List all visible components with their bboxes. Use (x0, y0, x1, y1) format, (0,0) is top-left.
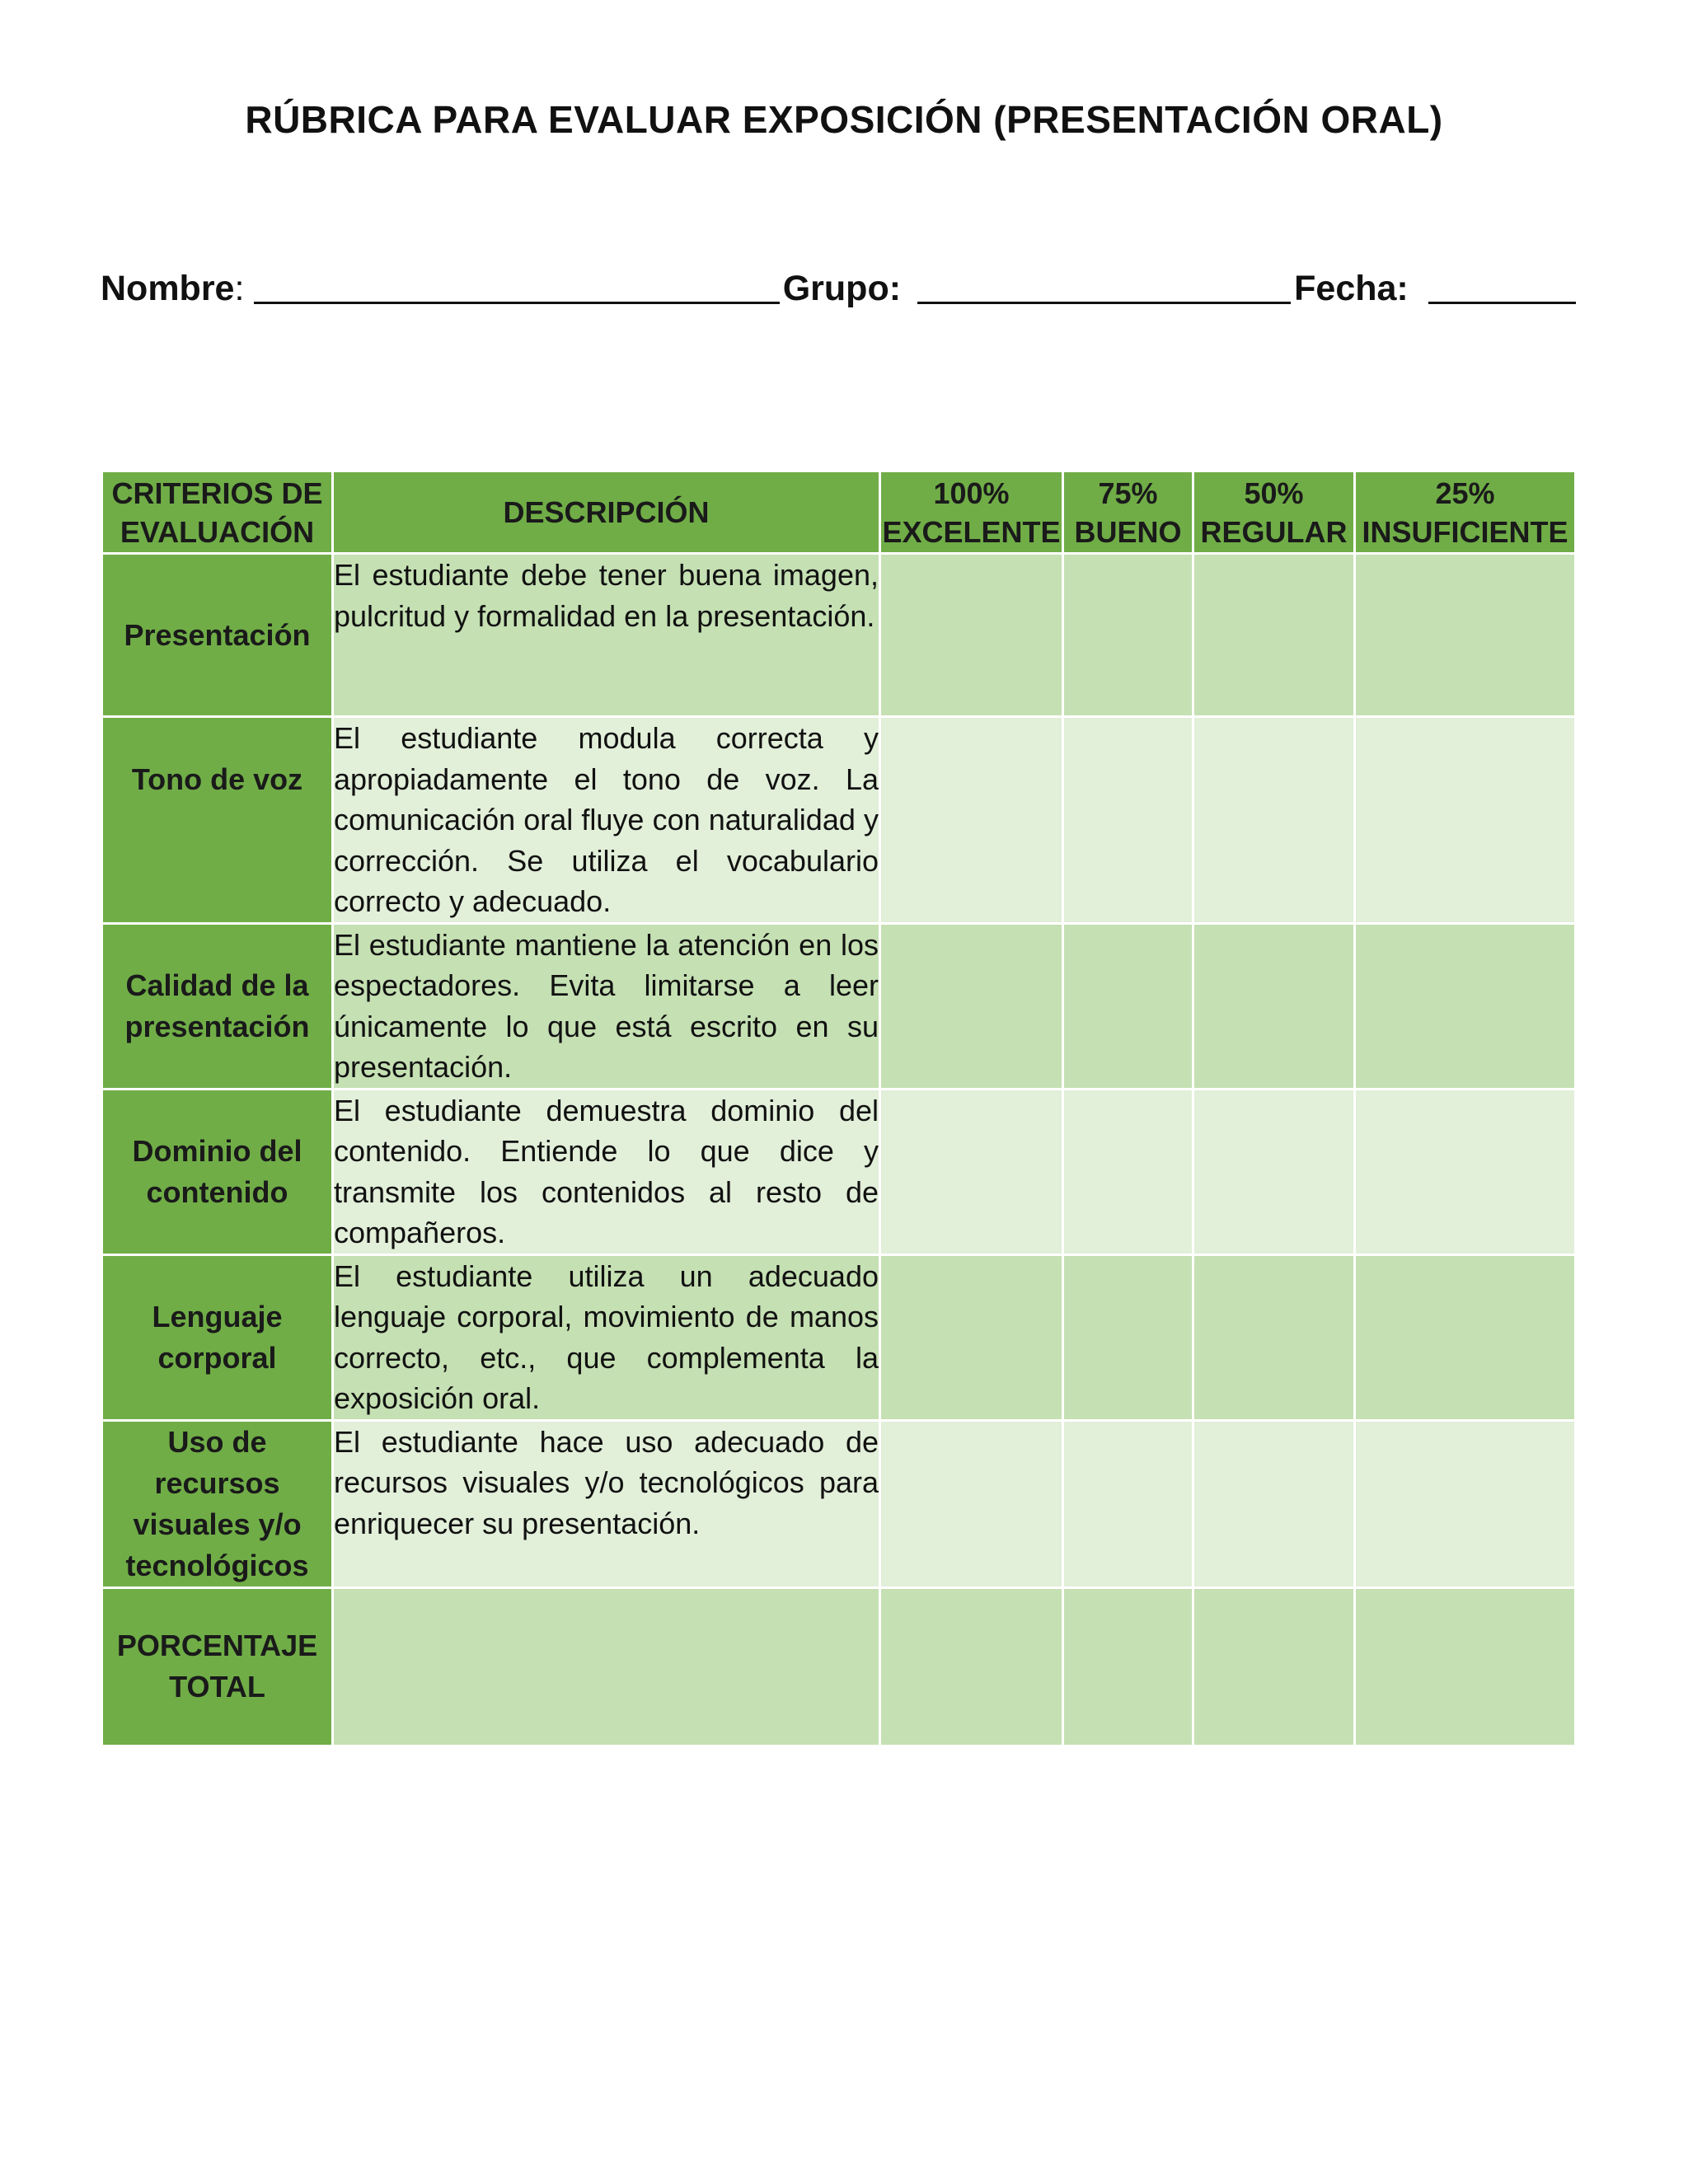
table-row (102, 1089, 1576, 1254)
score-cell-regular[interactable] (1193, 1089, 1355, 1254)
score-cell-insuficiente[interactable] (1355, 1420, 1576, 1587)
total-cell-insuficiente[interactable] (1355, 1587, 1576, 1746)
score-cell-excelente[interactable] (880, 554, 1063, 717)
total-cell-bueno[interactable] (1063, 1587, 1193, 1746)
header-descripcion: DESCRIPCIÓN (333, 471, 880, 554)
header-regular: 50% REGULAR (1193, 471, 1355, 554)
score-cell-insuficiente[interactable] (1355, 717, 1576, 924)
grupo-label: Grupo: (782, 269, 902, 308)
score-cell-excelente[interactable] (880, 1254, 1063, 1420)
page-title: RÚBRICA PARA EVALUAR EXPOSICIÓN (PRESENTACIÓN ORAL) (245, 98, 1443, 141)
table-row (102, 1254, 1576, 1420)
header-insuficiente: 25% INSUFICIENTE (1355, 471, 1576, 554)
header-excelente: 100% EXCELENTE (880, 471, 1063, 554)
score-cell-insuficiente[interactable] (1355, 1254, 1576, 1420)
score-cell-bueno[interactable] (1063, 923, 1193, 1089)
table-row (102, 1420, 1576, 1587)
total-row (102, 1587, 1576, 1746)
table-row (102, 717, 1576, 924)
table-row (102, 923, 1576, 1089)
rubric-table (101, 470, 1577, 1747)
total-label-cell: PORCENTAJE TOTAL (102, 1587, 333, 1746)
score-cell-regular[interactable] (1193, 717, 1355, 924)
description-cell: El estudiante debe tener buena imagen, pulcritud y formalidad en la presentación. (333, 554, 880, 717)
criterion-cell: Dominio del contenido (102, 1089, 333, 1254)
student-info-fields (101, 260, 1576, 309)
score-cell-bueno[interactable] (1063, 1089, 1193, 1254)
score-cell-bueno[interactable] (1063, 717, 1193, 924)
table-row (102, 554, 1576, 717)
total-description-cell (333, 1587, 880, 1746)
score-cell-excelente[interactable] (880, 923, 1063, 1089)
score-cell-regular[interactable] (1193, 923, 1355, 1089)
score-cell-excelente[interactable] (880, 717, 1063, 924)
fecha-blank-field[interactable] (1428, 265, 1576, 304)
fecha-label: Fecha: (1294, 269, 1409, 308)
score-cell-bueno[interactable] (1063, 1254, 1193, 1420)
total-cell-regular[interactable] (1193, 1587, 1355, 1746)
score-cell-bueno[interactable] (1063, 1420, 1193, 1587)
header-criterios: CRITERIOS DE EVALUACIÓN (102, 471, 333, 554)
score-cell-regular[interactable] (1193, 1254, 1355, 1420)
description-cell: El estudiante hace uso adecuado de recursos visuales y/o tecnológicos para enriquecer su presentación. (333, 1420, 880, 1587)
header-bueno: 75% BUENO (1063, 471, 1193, 554)
score-cell-regular[interactable] (1193, 554, 1355, 717)
total-cell-excelente[interactable] (880, 1587, 1063, 1746)
description-cell: El estudiante utiliza un adecuado lenguaje corporal, movimiento de manos correcto, etc., que complementa la exposición oral. (333, 1254, 880, 1420)
criterion-cell: Tono de voz (102, 717, 333, 924)
score-cell-excelente[interactable] (880, 1089, 1063, 1254)
score-cell-bueno[interactable] (1063, 554, 1193, 717)
score-cell-insuficiente[interactable] (1355, 1089, 1576, 1254)
criterion-cell: Presentación (102, 554, 333, 717)
criterion-cell: Calidad de la presentación (102, 923, 333, 1089)
table-header-row (102, 471, 1576, 554)
score-cell-excelente[interactable] (880, 1420, 1063, 1587)
criterion-cell: Uso de recursos visuales y/o tecnológicos (102, 1420, 333, 1587)
score-cell-regular[interactable] (1193, 1420, 1355, 1587)
criterion-cell: Lenguaje corporal (102, 1254, 333, 1420)
nombre-label: Nombre: (101, 269, 245, 308)
description-cell: El estudiante mantiene la atención en los espectadores. Evita limitarse a leer únicamente lo que está escrito en su presentación. (333, 923, 880, 1089)
nombre-blank-field[interactable] (254, 265, 779, 304)
grupo-blank-field[interactable] (917, 265, 1291, 304)
description-cell: El estudiante modula correcta y apropiadamente el tono de voz. La comunicación oral fluye con naturalidad y corrección. Se utiliza el vocabulario correcto y adecuado. (333, 717, 880, 924)
score-cell-insuficiente[interactable] (1355, 923, 1576, 1089)
score-cell-insuficiente[interactable] (1355, 554, 1576, 717)
description-cell: El estudiante demuestra dominio del contenido. Entiende lo que dice y transmite los contenidos al resto de compañeros. (333, 1089, 880, 1254)
